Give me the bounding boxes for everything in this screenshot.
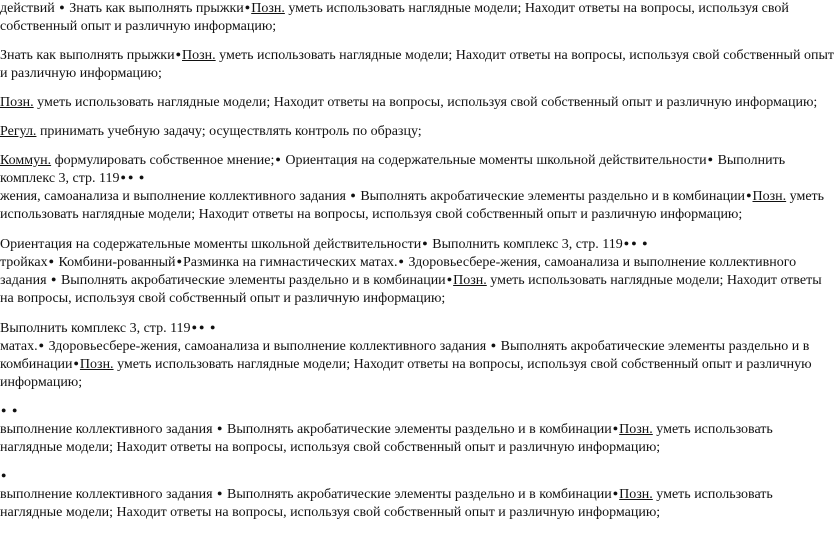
text-run: задания bbox=[0, 273, 51, 288]
bullet-icon: ● bbox=[48, 256, 55, 266]
bullet-icon: ● bbox=[138, 172, 145, 182]
text-run: уметь использовать bbox=[652, 422, 773, 437]
text-run: уметь bbox=[786, 189, 825, 204]
bullet-icon: ● bbox=[38, 340, 45, 350]
bullet-icon: ● bbox=[59, 2, 65, 12]
text-line: на вопросы, используя свой собственный опыт и различную информацию; bbox=[0, 291, 446, 306]
text-run: выполнение коллективного задания bbox=[0, 422, 217, 437]
bullet-icon: ● bbox=[175, 49, 182, 59]
text-line bbox=[0, 421, 812, 439]
paragraph-7 bbox=[0, 320, 812, 392]
text-run: уметь использовать наглядные модели; Находит ответы на вопросы, используя свой собственный опыт и различную информацию; bbox=[33, 95, 818, 110]
text-line bbox=[0, 486, 812, 504]
text-run: Выполнять акробатические элементы раздельно и в комбинации bbox=[356, 189, 746, 204]
bullet-icon: ● bbox=[176, 256, 182, 266]
category-label-pozn: Позн. bbox=[251, 1, 285, 16]
text-line bbox=[0, 188, 825, 206]
paragraph-2 bbox=[0, 47, 834, 83]
text-run: Знать как выполнять прыжки bbox=[0, 48, 175, 63]
text-line bbox=[0, 94, 818, 112]
text-line: и различную информацию; bbox=[0, 66, 162, 81]
category-label-pozn: Позн. bbox=[182, 48, 216, 63]
text-run: Комбини-рованный bbox=[55, 255, 176, 270]
text-line bbox=[0, 356, 812, 374]
text-run: комплекс 3, стр. 119 bbox=[0, 171, 120, 186]
text-line bbox=[0, 468, 812, 486]
text-run: выполнение коллективного задания bbox=[0, 487, 217, 502]
text-run: уметь использовать наглядные модели; Находит ответы на вопросы, используя свой bbox=[284, 1, 789, 16]
text-run: Выполнить комплекс 3, стр. 119 bbox=[0, 321, 191, 336]
text-run: Выполнить bbox=[714, 153, 786, 168]
paragraph-8 bbox=[0, 403, 812, 457]
text-line bbox=[0, 123, 812, 141]
text-run: уметь использовать bbox=[652, 487, 773, 502]
text-run: матах. bbox=[0, 339, 38, 354]
text-run: комбинации bbox=[0, 357, 73, 372]
category-label-kommun: Коммун. bbox=[0, 153, 52, 168]
text-run: Выполнять акробатические элементы раздельно и в комбинации bbox=[57, 273, 446, 288]
text-run: тройках bbox=[0, 255, 48, 270]
text-run: формулировать собственное мнение; bbox=[51, 153, 275, 168]
text-line bbox=[0, 403, 812, 421]
text-run: Выполнить комплекс 3, стр. 119 bbox=[428, 237, 623, 252]
text-run: Выполнять акробатические элементы раздельно и в bbox=[497, 339, 810, 354]
paragraph-3 bbox=[0, 94, 818, 112]
bullet-icon: ● bbox=[1, 470, 7, 480]
text-line: использовать наглядные модели; Находит ответы на вопросы, используя свой собственный опыт и различную информацию; bbox=[0, 207, 743, 222]
bullet-icon: ● bbox=[612, 423, 619, 433]
bullet-icon: ● bbox=[199, 322, 205, 332]
bullet-icon: ● bbox=[350, 190, 356, 200]
bullet-icon: ● bbox=[707, 154, 714, 164]
bullet-icon: ● bbox=[490, 340, 497, 350]
category-label-pozn: Позн. bbox=[453, 273, 487, 288]
bullet-icon: ● bbox=[446, 274, 453, 284]
bullet-icon: ● bbox=[209, 322, 216, 332]
bullet-icon: ● bbox=[612, 488, 619, 498]
category-label-pozn: Позн. bbox=[0, 95, 34, 110]
bullet-icon: ● bbox=[275, 154, 281, 164]
text-run: Выполнять акробатические элементы раздельно и в комбинации bbox=[223, 487, 612, 502]
text-line bbox=[0, 320, 812, 338]
text-run: Разминка на гимнастических матах. bbox=[183, 255, 398, 270]
paragraph-9 bbox=[0, 468, 812, 522]
text-run: жения, самоанализа и выполнение коллективного задания bbox=[0, 189, 350, 204]
text-line: наглядные модели; Находит ответы на вопросы, используя свой собственный опыт и различную информацию; bbox=[0, 440, 661, 455]
text-run: принимать учебную задачу; осуществлять контроль по образцу; bbox=[36, 124, 422, 139]
text-run: Здоровьесбере-жения, самоанализа и выполнение коллективного задания bbox=[45, 339, 490, 354]
text-line: информацию; bbox=[0, 375, 83, 390]
text-line bbox=[0, 47, 834, 65]
paragraph-5 bbox=[0, 152, 825, 224]
bullet-icon: ● bbox=[217, 488, 223, 498]
text-run: действий bbox=[0, 1, 59, 16]
bullet-icon: ● bbox=[631, 238, 637, 248]
text-run: уметь использовать наглядные модели; Находит ответы на вопросы, используя свой собственный опыт и различную bbox=[113, 357, 812, 372]
text-run: Выполнять акробатические элементы раздельно и в комбинации bbox=[223, 422, 612, 437]
paragraph-4 bbox=[0, 123, 812, 141]
bullet-icon: ● bbox=[244, 2, 251, 12]
text-run: уметь использовать наглядные модели; Находит ответы на вопросы, используя свой собственный опыт bbox=[215, 48, 834, 63]
bullet-icon: ● bbox=[73, 358, 79, 368]
category-label-pozn: Позн. bbox=[619, 422, 653, 437]
paragraph-1 bbox=[0, 0, 812, 36]
category-label-pozn: Позн. bbox=[619, 487, 653, 502]
text-run: Знать как выполнять прыжки bbox=[65, 1, 244, 16]
bullet-icon: ● bbox=[642, 238, 648, 248]
bullet-icon: ● bbox=[51, 274, 57, 284]
bullet-icon: ● bbox=[623, 238, 630, 248]
paragraph-6 bbox=[0, 236, 822, 308]
bullet-icon: ● bbox=[746, 190, 752, 200]
bullet-icon: ● bbox=[191, 322, 197, 332]
bullet-icon: ● bbox=[120, 172, 126, 182]
text-line bbox=[0, 272, 822, 290]
bullet-icon: ● bbox=[127, 172, 134, 182]
text-line bbox=[0, 152, 812, 170]
text-line bbox=[0, 338, 812, 356]
text-run: уметь использовать наглядные модели; Находит ответы bbox=[486, 273, 822, 288]
text-run: Ориентация на содержательные моменты школьной действительности bbox=[0, 237, 422, 252]
category-label-pozn: Позн. bbox=[752, 189, 787, 204]
bullet-icon: ● bbox=[422, 238, 428, 248]
bullet-icon: ● bbox=[11, 405, 18, 415]
text-line: наглядные модели; Находит ответы на вопросы, используя свой собственный опыт и различную информацию; bbox=[0, 505, 661, 520]
text-line bbox=[0, 170, 812, 188]
text-run: Ориентация на содержательные моменты школьной действительности bbox=[281, 153, 707, 168]
text-line bbox=[0, 236, 812, 254]
text-run: Здоровьесбере-жения, самоанализа и выполнение коллективного bbox=[404, 255, 797, 270]
bullet-icon: ● bbox=[217, 423, 223, 433]
text-line bbox=[0, 254, 812, 272]
bullet-icon: ● bbox=[1, 405, 7, 415]
category-label-regul: Регул. bbox=[0, 124, 37, 139]
category-label-pozn: Позн. bbox=[79, 357, 114, 372]
text-line: собственный опыт и различную информацию; bbox=[0, 19, 277, 34]
bullet-icon: ● bbox=[398, 256, 404, 266]
text-line bbox=[0, 0, 812, 18]
